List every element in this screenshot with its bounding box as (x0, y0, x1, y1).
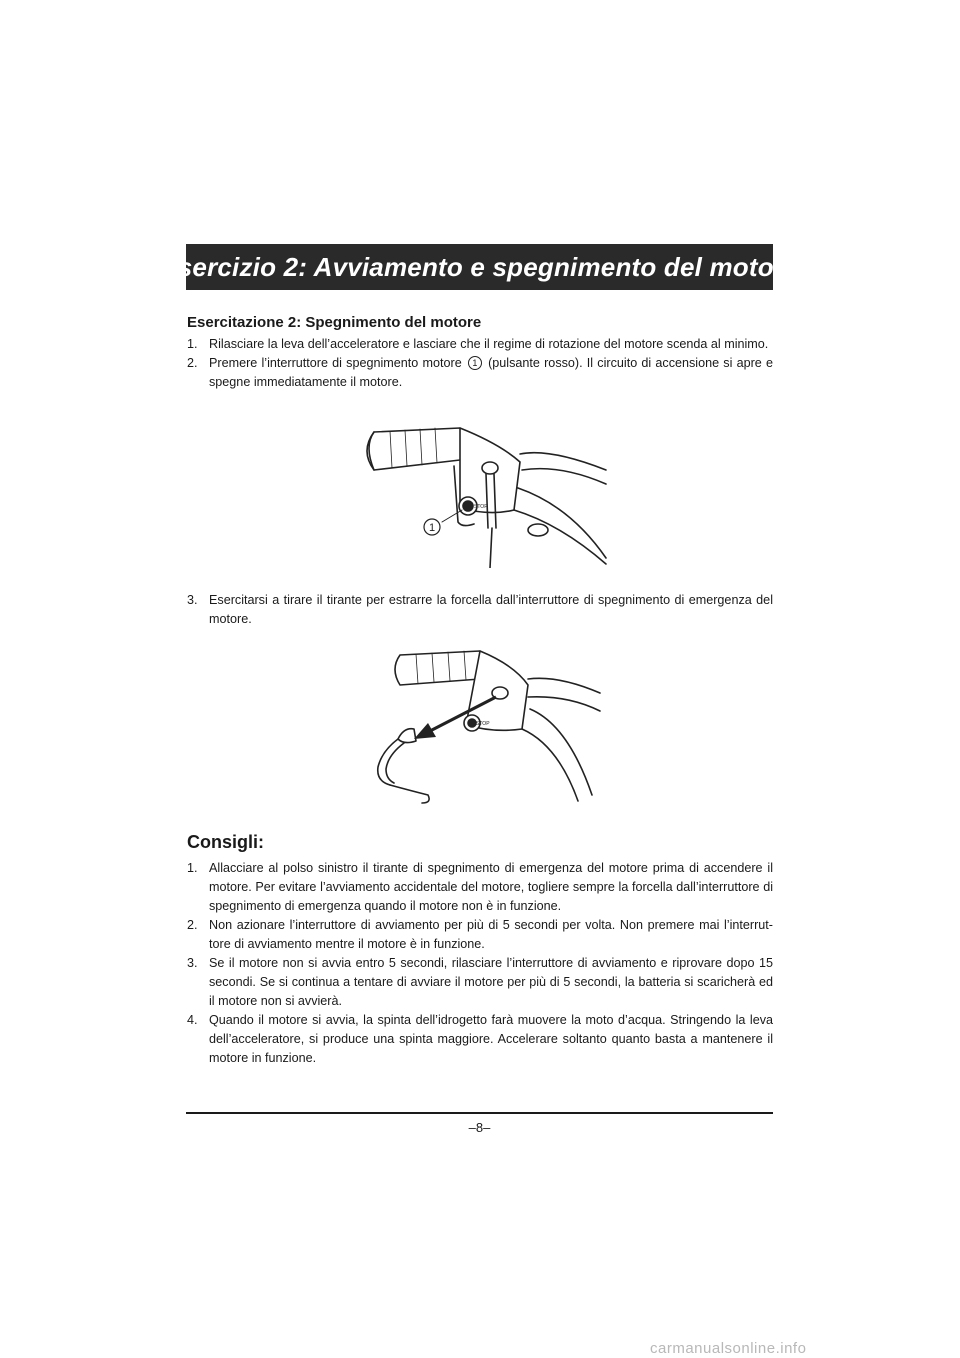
tip-item (187, 916, 773, 954)
tip-text: Se il motore non si avvia entro 5 secondi, rilasciare l’interruttore di avviamento e riprovare dopo 15 secondi. Se si continua a tentare di avviare il motore per più di 5 secondi, la batteria si scaricherà ed il motore non si avvierà. (209, 956, 773, 1008)
section-lanyard-practice (187, 591, 773, 629)
watermark: carmanualsonline.info (650, 1340, 807, 1357)
section-tips (187, 832, 773, 1068)
figure-stop-switch (350, 418, 612, 568)
tip-number: 2. (187, 918, 198, 932)
page-number: –8– (468, 1120, 491, 1135)
step-item (187, 335, 773, 354)
section-heading: Esercitazione 2: Spegnimento del motore (187, 314, 482, 331)
lanyard-pull-illustration (368, 645, 604, 805)
tip-item (187, 954, 773, 1011)
step-text-before: Premere l’interruttore di spegnimento motore (209, 356, 462, 370)
tip-item (187, 1011, 773, 1068)
stop-label: STOP (476, 721, 490, 727)
stop-label: STOP (474, 504, 488, 510)
figure-pull-lanyard (368, 645, 604, 805)
step-number: 1. (187, 337, 198, 351)
tip-number: 1. (187, 861, 198, 875)
step-number: 2. (187, 356, 198, 370)
tip-number: 4. (187, 1013, 198, 1027)
page-header-banner (160, 244, 799, 290)
step-text: Rilasciare la leva dell’acceleratore e lasciare che il regime di rotazione del motore scenda al minimo. (209, 337, 769, 351)
figure-callout: 1 (428, 522, 436, 534)
steps-list (187, 335, 773, 392)
step-item (187, 591, 773, 629)
step-number: 3. (187, 593, 198, 607)
step-text-after: (pulsante rosso). Il circuito di accensione si apre e spegne immediatamente il motore. (209, 356, 774, 389)
footer-divider (186, 1112, 773, 1114)
tip-text: Quando il motore si avvia, la spinta dell’idrogetto farà muovere la moto d’acqua. Stringendo la leva dell’acceleratore, si produce una spinta maggiore. Accelerare soltanto quanto basta a mantenere il motore in funzione. (209, 1013, 773, 1065)
steps-list (187, 591, 773, 629)
tips-heading: Consigli: (187, 832, 264, 852)
step-item (187, 354, 773, 392)
handlebar-stop-switch-illustration (350, 418, 612, 568)
step-text: Esercitarsi a tirare il tirante per estrarre la forcella dall’interruttore di spegnimento di emergenza del motore. (209, 593, 773, 626)
tip-number: 3. (187, 956, 198, 970)
section-engine-stop (187, 314, 773, 392)
page-title: Esercizio 2: Avviamento e spegnimento del motore (160, 251, 799, 282)
tip-text: Allacciare al polso sinistro il tirante di spegnimento di emergenza del motore prima di accendere il motore. Per evitare l’avviamento accidentale del motore, togliere sempre la forcella dall’interruttore di spegnimento di emergenza quando il motore non è in funzione. (209, 861, 773, 913)
tip-text: Non azionare l’interruttore di avviamento per più di 5 secondi per volta. Non premere mai l’interrut-tore di avviamento mentre il motore è in funzione. (209, 918, 773, 951)
step-text (209, 354, 773, 392)
tip-item (187, 859, 773, 916)
callout-marker: 1 (468, 356, 482, 370)
tips-list (187, 859, 773, 1068)
